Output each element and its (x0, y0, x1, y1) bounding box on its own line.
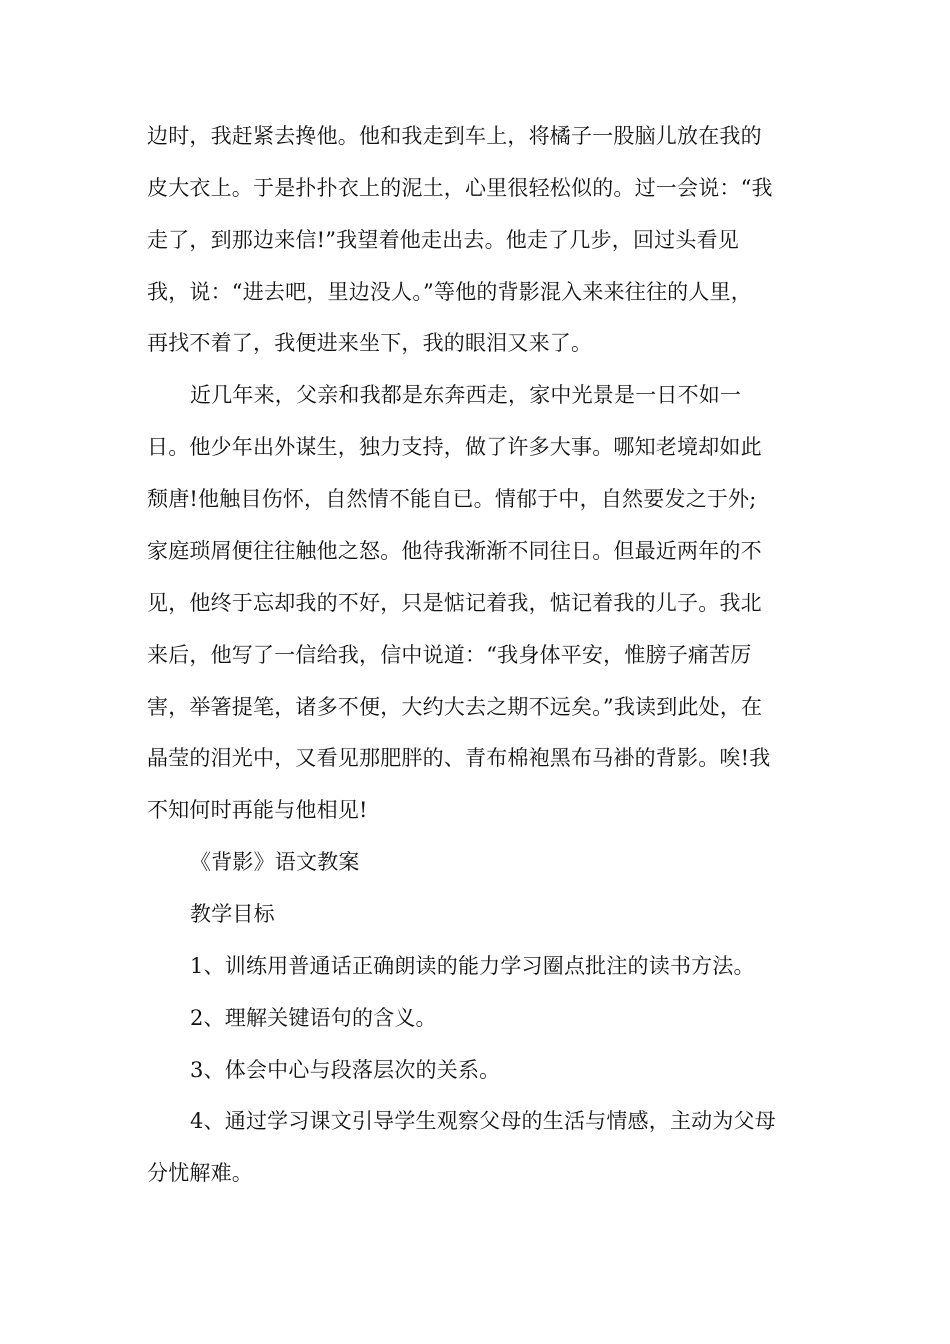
text-line: 害，举箸提笔，诸多不便，大约大去之期不远矣。”我读到此处，在 (147, 695, 763, 719)
text-line: 日。他少年出外谋生，独力支持，做了许多大事。哪知老境却如此 (147, 435, 762, 459)
text-line: 不知何时再能与他相见! (147, 798, 368, 822)
text-line: 晶莹的泪光中，又看见那肥胖的、青布棉袍黑布马褂的背影。唉!我 (147, 746, 771, 770)
section-heading: 教学目标 (190, 902, 275, 926)
objective-item: 3、体会中心与段落层次的关系。 (190, 1058, 501, 1082)
text-line: 见，他终于忘却我的不好，只是惦记着我，惦记着我的儿子。我北 (147, 591, 762, 615)
text-line: 颓唐!他触目伤怀，自然情不能自已。情郁于中，自然要发之于外; (147, 487, 757, 511)
text-line: 家庭琐屑便往往触他之怒。他待我渐渐不同往日。但最近两年的不 (147, 539, 762, 563)
text-line: 我，说：“进去吧，里边没人。”等他的背影混入来来往往的人里， (147, 280, 752, 304)
text-line: 再找不着了，我便进来坐下，我的眼泪又来了。 (147, 331, 593, 355)
objective-item: 4、通过学习课文引导学生观察父母的生活与情感，主动为父母 (190, 1109, 776, 1133)
lesson-title: 《背影》语文教案 (190, 850, 360, 874)
text-line: 来后，他写了一信给我，信中说道：“我身体平安，惟膀子痛苦厉 (147, 643, 752, 667)
text-line: 皮大衣上。于是扑扑衣上的泥土，心里很轻松似的。过一会说：“我 (147, 176, 773, 200)
text-line: 走了，到那边来信!”我望着他走出去。他走了几步，回过头看见 (147, 228, 739, 252)
objective-item: 1、训练用普通话正确朗读的能力学习圈点批注的读书方法。 (190, 954, 755, 978)
objective-item: 2、理解关键语句的含义。 (190, 1006, 437, 1030)
text-line: 边时，我赶紧去搀他。他和我走到车上，将橘子一股脑儿放在我的 (147, 124, 762, 148)
paragraph-first-line: 近几年来，父亲和我都是东奔西走，家中光景是一日不如一 (190, 383, 742, 407)
text-line: 分忧解难。 (147, 1161, 253, 1185)
